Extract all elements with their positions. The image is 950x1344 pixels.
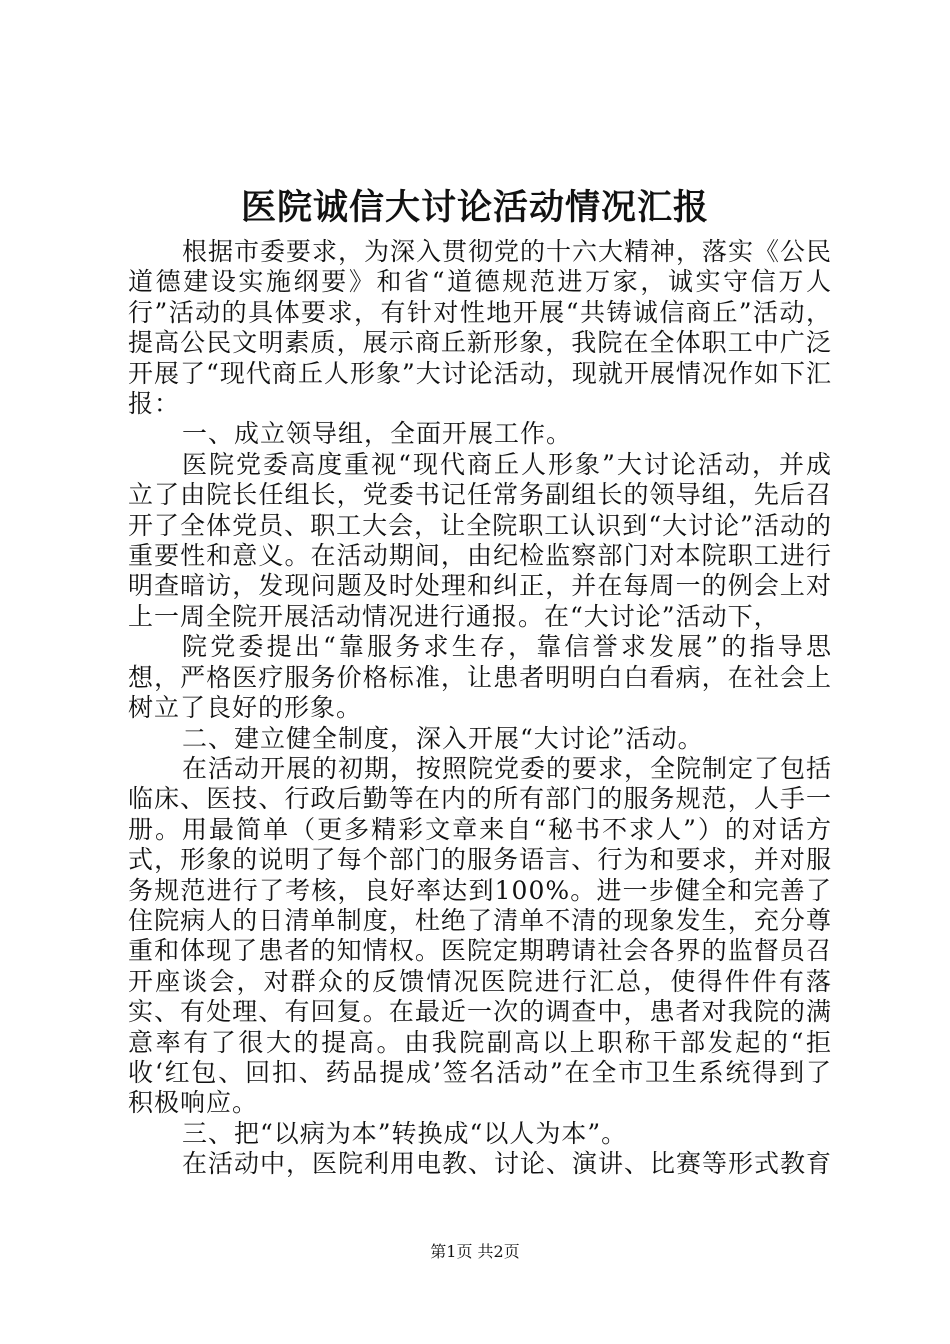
page-footer: 第1页 共2页 [430,1242,520,1261]
paragraph-intro: 根据市委要求，为深入贯彻党的十六大精神，落实《公民道德建设实施纲要》和省“道德规范进万家，诚实守信万人行”活动的具体要求，有针对性地开展“共铸诚信商丘”活动，提高公民文明素质，展示商丘新形象，我院在全体职工中广泛开展了“现代商丘人形象”大讨论活动，现就开展情况作如下汇报： [128,237,833,419]
paragraph-section-3: 在活动中，医院利用电教、讨论、演讲、比赛等形式教育 [182,1149,833,1179]
document-body [128,237,832,1180]
section-heading-3: 三、把“以病为本”转换成“以人为本”。 [182,1118,628,1148]
paragraph-section-1-cont: 院党委提出“靠服务求生存，靠信誉求发展”的指导思想，严格医疗服务价格标准，让患者明明白白看病，在社会上树立了良好的形象。 [128,632,832,723]
document-title: 医院诚信大讨论活动情况汇报 [240,187,709,228]
paragraph-section-1: 医院党委高度重视“现代商丘人形象”大讨论活动，并成立了由院长任组长，党委书记任常务副组长的领导组，先后召开了全体党员、职工大会，让全院职工认识到“大讨论”活动的重要性和意义。在活动期间，由纪检监察部门对本院职工进行明查暗访，发现问题及时处理和纠正，并在每周一的例会上对上一周全院开展活动情况进行通报。在“大讨论”活动下， [128,449,832,631]
section-heading-2: 二、建立健全制度，深入开展“大讨论”活动。 [182,723,704,753]
paragraph-section-2: 在活动开展的初期，按照院党委的要求，全院制定了包括临床、医技、行政后勤等在内的所有部门的服务规范，人手一册。用最简单（更多精彩文章来自“秘书不求人”）的对话方式，形象的说明了每个部门的服务语言、行为和要求，并对服务规范进行了考核，良好率达到100%。进一步健全和完善了住院病人的日清单制度，杜绝了清单不清的现象发生，充分尊重和体现了患者的知情权。医院定期聘请社会各界的监督员召开座谈会，对群众的反馈情况医院进行汇总，使得件件有落实、有处理、有回复。在最近一次的调查中，患者对我院的满意率有了很大的提高。由我院副高以上职称干部发起的“拒收‘红包、回扣、药品提成’签名活动”在全市卫生系统得到了积极响应。 [128,753,833,1118]
section-heading-1: 一、成立领导组，全面开展工作。 [182,419,573,449]
